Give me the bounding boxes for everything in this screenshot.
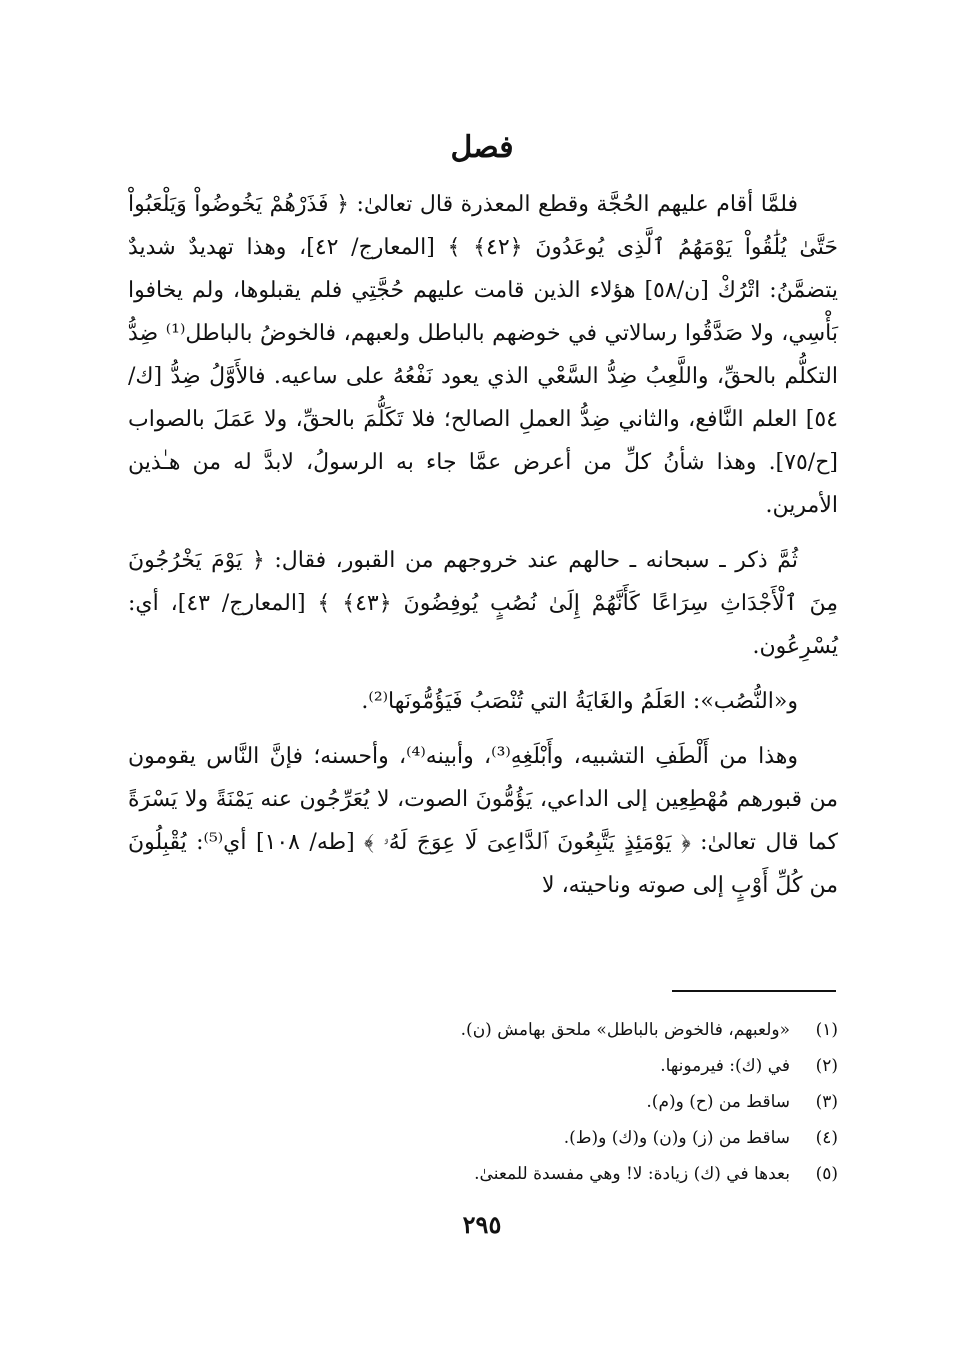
footnote-number: (٤): [815, 1128, 838, 1148]
footnote-number: (١): [815, 1020, 838, 1040]
footnote-number: (٥): [815, 1164, 838, 1184]
footnote-text: «ولعبهم، فالخوض بالباطل» ملحق بهامش (ن).: [460, 1020, 790, 1040]
footnote: [128, 1120, 838, 1156]
page-number: ٢٩٥: [462, 1210, 502, 1239]
section-title: فصل: [450, 130, 514, 165]
footnote-number: (٢): [815, 1056, 838, 1076]
footnote: [128, 1048, 838, 1084]
footnote: [128, 1156, 838, 1192]
footnote-text: في (ك): فيرمونها.: [660, 1056, 790, 1076]
footnote: [128, 1084, 838, 1120]
footnote-number: (٣): [815, 1092, 838, 1112]
footnote: [128, 1012, 838, 1048]
footnote-text: ساقط من (ح) و(م).: [646, 1092, 790, 1112]
paragraph-2: ثُمَّ ذكر ـ سبحانه ـ حالهم عند خروجهم من القبور، فقال: ﴿ يَوْمَ يَخْرُجُونَ مِنَ ٱلْأَجْدَاثِ سِرَاعًا كَأَنَّهُمْ إِلَىٰ نُصُبٍ يُوفِضُونَ ﴿٤٣﴾ ﴾ [المعارج/ ٤٣]، أي: يُسْرِعُون.: [128, 548, 838, 659]
footnote-text: ساقط من (ز) و(ن) و(ك) و(ط).: [563, 1128, 790, 1148]
footnotes: [128, 1012, 838, 1192]
main-text: [128, 183, 838, 907]
paragraph-3: و«النُّصُب»: العَلَمُ والغَايَةُ التي تُنْصَبُ فَيَؤُمُّونَها⁽²⁾.: [361, 689, 798, 714]
footnote-text: بعدها في (ك) زيادة: لا! وهي مفسدة للمعنىٰ.: [474, 1164, 790, 1184]
paragraph-4: وهذا من أَلْطَفِ التشبيه، وأَبْلَغِهِ⁽³⁾، وأبينه⁽⁴⁾، وأحسنه؛ فإنَّ النَّاس يقومون من قبورهم مُهْطِعِين إلى الداعي، يَؤُمُّونَ الصوت، لا يُعَرِّجُون عنه يَمْنَةً ولا يَسْرَةً كما قال تعالىٰ: ﴿ يَوْمَئِذٍ يَتَّبِعُونَ ٱلدَّاعِىَ لَا عِوَجَ لَهُۥ ﴾ [طه/ ١٠٨] أي⁽⁵⁾: يُقْبِلُونَ من كُلِّ أَوْبٍ إلى صوته وناحيته، لا: [128, 744, 838, 898]
footnote-separator: [672, 990, 836, 992]
paragraph-1: فلمَّا أقام عليهم الحُجَّة وقطع المعذرة قال تعالىٰ: ﴿ فَذَرْهُمْ يَخُوضُواْ وَيَلْعَبُواْ حَتَّىٰ يُلَٰقُواْ يَوْمَهُمُ ٱلَّذِى يُوعَدُونَ ﴿٤٢﴾ ﴾ [المعارج/ ٤٢]، وهذا تهديدٌ شديدٌ يتضمَّنُ: اتْرُكْ [ن/٥٨] هؤلاء الذين قامت عليهم حُجَّتِي فلم يقبلوها، ولم يخافوا بَأْسِي، ولا صَدَّقُوا رسالاتي في خوضهم بالباطل ولعبهم، فالخوضُ بالباطل⁽¹⁾ ضِدُّ التكلُّم بالحقِّ، واللَّعِبُ ضِدُّ السَّعْي الذي يعود نَفْعُهُ على ساعيه. فالأَوَّلُ ضِدُّ [ك/ ٥٤] العلم النَّافع، والثاني ضِدُّ العملِ الصالح؛ فلا تَكَلُّمَ بالحقِّ، ولا عَمَلَ بالصواب [ح/٧٥]. وهذا شأنُ كلِّ من أعرض عمَّا جاء به الرسولُ، لابدَّ له من هـٰذين الأمرين.: [128, 192, 838, 518]
